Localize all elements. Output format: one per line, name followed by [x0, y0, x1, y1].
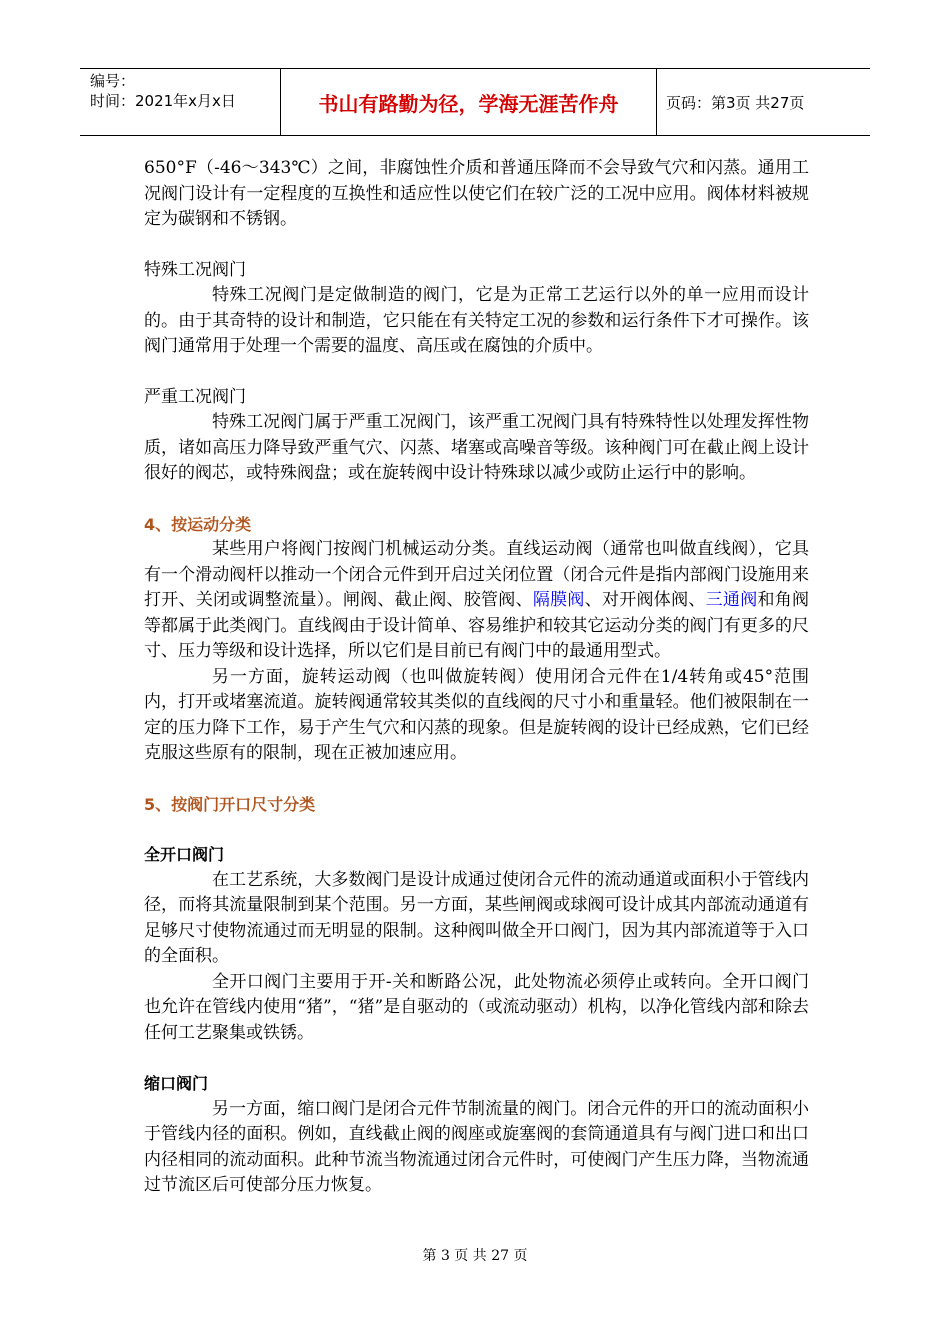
paragraph: 650°F（-46～343℃）之间，非腐蚀性介质和普通压降而不会导致气穴和闪蒸。通用工况阀门设计有一定程度的互换性和适应性以使它们在较广泛的工况中应用。阀体材料被规定为碳钢和不锈钢。	[144, 158, 809, 229]
paragraph: 在工艺系统，大多数阀门是设计成通过使闭合元件的流动通道或面积小于管线内径，而将其流量限制到某个范围。另一方面，某些闸阀或球阀可设计成其内部流动通道有足够尺寸使物流通过而无明显的限制。这种阀叫做全开口阀门，因为其内部流道等于入口的全面积。	[144, 869, 809, 966]
document-body	[144, 156, 809, 1199]
paragraph: 另一方面，缩口阀门是闭合元件节制流量的阀门。闭合元件的开口的流动面积小于管线内径的面积。例如，直线截止阀的阀座或旋塞阀的套筒通道具有与阀门进口和出口内径相同的流动面积。此种节流当物流通过闭合元件时，可使阀门产生压力降，当物流通过节流区后可使部分压力恢复。	[144, 1098, 809, 1195]
section-heading-5: 5、按阀门开口尺寸分类	[144, 794, 316, 814]
section-heading-4: 4、按运动分类	[144, 514, 252, 534]
number-label: 编号：	[90, 72, 136, 90]
link-diaphragm-valve[interactable]: 隔膜阀	[532, 590, 585, 610]
page-header	[80, 68, 870, 136]
subheading-full-port: 全开口阀门	[144, 845, 225, 864]
header-motto: 书山有路勤为径，学海无涯苦作舟	[281, 69, 657, 135]
date-label: 时间：2021年x月x日	[90, 92, 236, 110]
text-run: 、对开阀体阀、	[584, 590, 706, 610]
paragraph: 特殊工况阀门属于严重工况阀门，该严重工况阀门具有特殊特性以处理发挥性物质，诸如高压力降导致严重气穴、闪蒸、堵塞或高噪音等级。该种阀门可在截止阀上设计很好的阀芯，或特殊阀盘；或在旋转阀中设计特殊球以减少或防止运行中的影响。	[144, 412, 809, 483]
subheading-special: 特殊工况阀门	[144, 259, 246, 280]
paragraph: 另一方面，旋转运动阀（也叫做旋转阀）使用闭合元件在1/4转角或45°范围内，打开或堵塞流道。旋转阀通常较其类似的直线阀的尺寸小和重量轻。他们被限制在一定的压力降下工作，易于产生气穴和闪蒸的现象。但是旋转阀的设计已经成熟，它们已经克服这些原有的限制，现在正被加速应用。	[144, 666, 809, 763]
paragraph: 全开口阀门主要用于开-关和断路公况，此处物流必须停止或转向。全开口阀门也允许在管线内使用“猪”，“猪”是自驱动的（或流动驱动）机构，以净化管线内部和除去任何工艺聚集或铁锈。	[144, 971, 809, 1043]
subheading-severe: 严重工况阀门	[144, 386, 246, 407]
paragraph	[144, 537, 809, 665]
text-run: 某些用户将阀门按阀门机械运动分类。直线运动阀（通常也叫做直线阀），它具有一个滑动阀杆以推动一个闭合元件到开启过关闭位置（闭合元件是指内部阀门设施用来打开、关闭或调整流量）。闸阀、截止阀、胶管阀、	[144, 539, 809, 610]
page-footer: 第 3 页 共 27 页	[422, 1248, 528, 1264]
subheading-reduced-port: 缩口阀门	[144, 1074, 209, 1093]
header-meta	[80, 69, 281, 135]
paragraph: 特殊工况阀门是定做制造的阀门，它是为正常工艺运行以外的单一应用而设计的。由于其奇特的设计和制造，它只能在有关特定工况的参数和运行条件下才可操作。该阀门通常用于处理一个需要的温度、高压或在腐蚀的介质中。	[144, 285, 809, 356]
text-run: 和角阀等都属于此类阀门。直线阀由于设计简单、容易维护和较其它运动分类的阀门有更多的尺寸、压力等级和设计选择，所以它们是目前已有阀门中的最通用型式。	[144, 590, 810, 661]
link-three-way-valve[interactable]: 三通阀	[705, 590, 758, 610]
header-page-number: 页码：第3页 共27页	[666, 93, 805, 112]
